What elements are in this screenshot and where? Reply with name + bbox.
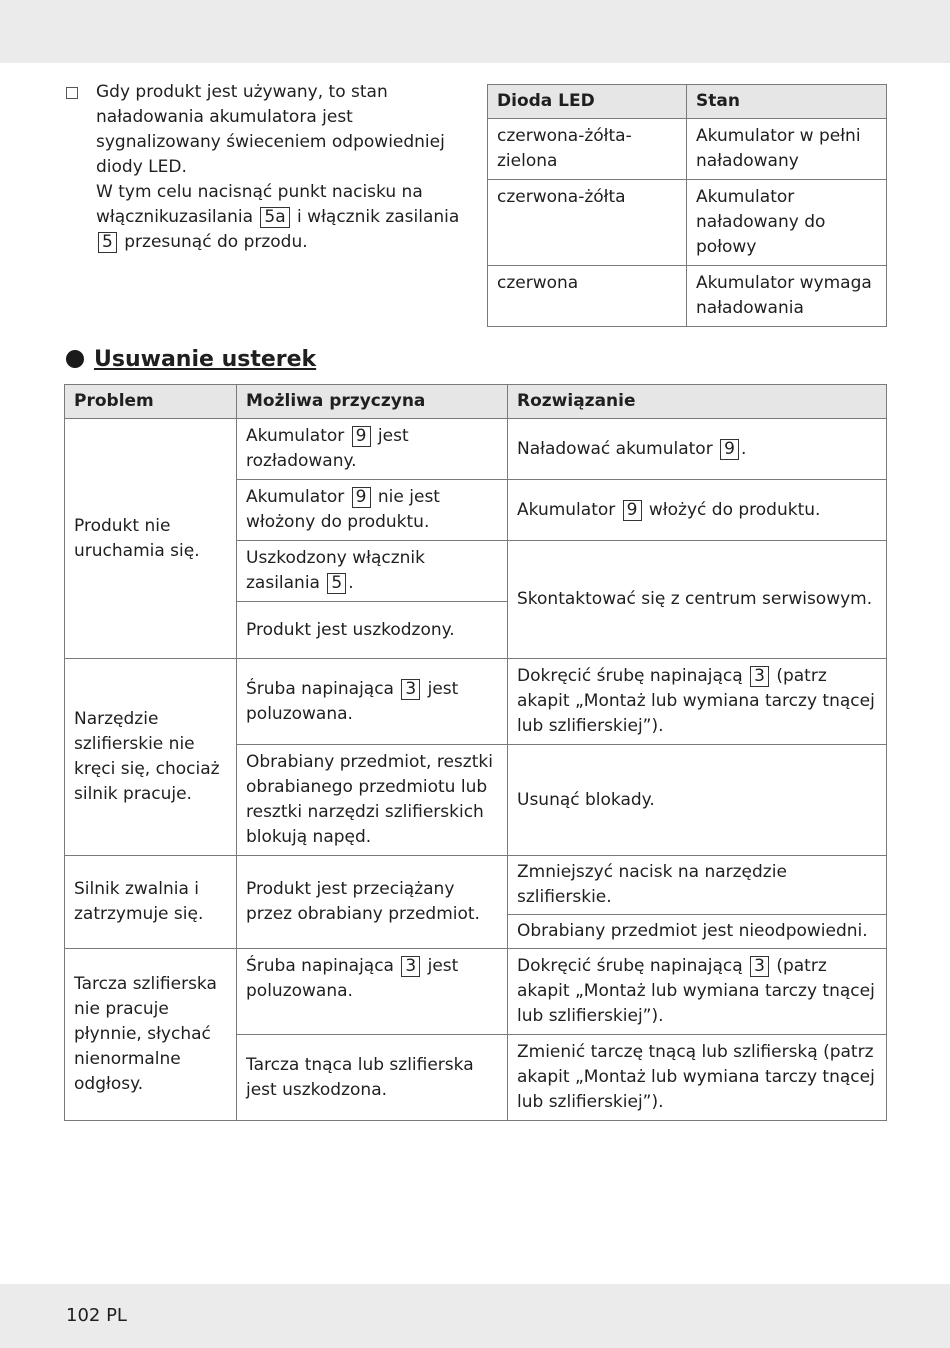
table-cell: Akumulator wymaga naładowania bbox=[687, 266, 887, 327]
checkbox-bullet-icon bbox=[66, 87, 78, 99]
solution-cell bbox=[508, 659, 887, 745]
section-heading bbox=[66, 345, 316, 375]
ref-number: 9 bbox=[623, 500, 642, 521]
solution-cell bbox=[508, 419, 887, 480]
intro-text bbox=[96, 80, 466, 255]
intro-paragraph bbox=[66, 80, 466, 255]
ref-number: 5a bbox=[260, 207, 289, 228]
table-row bbox=[488, 180, 887, 266]
column-header: Dioda LED bbox=[488, 85, 687, 119]
table-cell: Akumulator naładowany do połowy bbox=[687, 180, 887, 266]
cell-text: jest poluzowana. bbox=[246, 956, 459, 1001]
problem-cell: Narzędzie szlifierskie nie kręci się, chociaż silnik pracuje. bbox=[65, 659, 237, 856]
solution-cell: Obrabiany przedmiot jest nieodpowiedni. bbox=[508, 915, 887, 949]
ref-number: 3 bbox=[401, 956, 420, 977]
problem-cell: Silnik zwalnia i zatrzymuje się. bbox=[65, 856, 237, 949]
table-row bbox=[488, 266, 887, 327]
column-header: Stan bbox=[687, 85, 887, 119]
table-cell: czerwona-żółta bbox=[488, 180, 687, 266]
solution-cell: Zmienić tarczę tnącą lub szlifierską (patrz akapit „Montaż lub wymiana tarczy tnącej lub szlifierskiej”). bbox=[508, 1035, 887, 1121]
cell-text: nie jest włożony do produktu. bbox=[246, 487, 440, 532]
cause-cell bbox=[237, 949, 508, 1035]
header-band bbox=[0, 0, 950, 63]
cause-cell: Produkt jest przeciążany przez obrabiany przedmiot. bbox=[237, 856, 508, 949]
table-header-row bbox=[488, 85, 887, 119]
cause-cell bbox=[237, 419, 508, 480]
column-header: Problem bbox=[65, 385, 237, 419]
table-row bbox=[65, 949, 887, 1035]
bullet-dot-icon bbox=[66, 350, 84, 368]
cell-text: Dokręcić śrubę napinającą bbox=[517, 666, 743, 686]
cell-text: Dokręcić śrubę napinającą bbox=[517, 956, 743, 976]
cell-text: . bbox=[348, 573, 354, 593]
solution-cell: Zmniejszyć nacisk na narzędzie szlifierskie. bbox=[508, 856, 887, 915]
cell-text: Naładować akumulator bbox=[517, 438, 713, 459]
table-header-row bbox=[65, 385, 887, 419]
cell-text: Uszkodzony włącznik zasilania bbox=[246, 548, 425, 593]
cell-text: Akumulator bbox=[246, 426, 345, 446]
table-row bbox=[65, 856, 887, 915]
cell-text: (patrz akapit „Montaż lub wymiana tarczy tnącej lub szlifierskiej”). bbox=[517, 666, 875, 736]
cause-cell: Obrabiany przedmiot, resztki obrabianego przedmiotu lub resztki narzędzi szlifierskich blokują napęd. bbox=[237, 745, 508, 856]
solution-cell: Usunąć blokady. bbox=[508, 745, 887, 856]
intro-line2b: i włącznik zasilania bbox=[297, 207, 460, 227]
ref-number: 3 bbox=[750, 956, 769, 977]
solution-cell bbox=[508, 949, 887, 1035]
table-cell: Akumulator w pełni naładowany bbox=[687, 119, 887, 180]
footer-band bbox=[0, 1284, 950, 1348]
cause-cell: Produkt jest uszkodzony. bbox=[237, 602, 508, 659]
table-row bbox=[65, 419, 887, 480]
ref-number: 5 bbox=[327, 573, 346, 594]
problem-cell: Produkt nie uruchamia się. bbox=[65, 419, 237, 659]
cell-text: Akumulator bbox=[246, 487, 345, 507]
cause-cell bbox=[237, 480, 508, 541]
cause-cell: Tarcza tnąca lub szlifierska jest uszkodzona. bbox=[237, 1035, 508, 1121]
solution-cell bbox=[508, 480, 887, 541]
table-cell: czerwona-żółta-zielona bbox=[488, 119, 687, 180]
table-cell: czerwona bbox=[488, 266, 687, 327]
section-title: Usuwanie usterek bbox=[94, 347, 317, 372]
ref-number: 3 bbox=[750, 666, 769, 687]
solution-cell: Skontaktować się z centrum serwisowym. bbox=[508, 541, 887, 659]
intro-line2a: W tym celu nacisnąć punkt nacisku na włącznikuzasilania bbox=[96, 182, 423, 227]
ref-number: 9 bbox=[352, 487, 371, 508]
cause-cell bbox=[237, 659, 508, 745]
cell-text: . bbox=[740, 438, 747, 459]
intro-line1: Gdy produkt jest używany, to stan naładowania akumulatora jest sygnalizowany świeceniem odpowiedniej diody LED. bbox=[96, 82, 445, 177]
led-status-table bbox=[487, 84, 887, 327]
ref-number: 3 bbox=[401, 679, 420, 700]
troubleshooting-table bbox=[64, 384, 887, 1121]
ref-number: 9 bbox=[352, 426, 371, 447]
cell-text: jest rozładowany. bbox=[246, 426, 409, 471]
ref-number: 9 bbox=[720, 439, 739, 460]
cell-text: włożyć do produktu. bbox=[648, 499, 821, 520]
intro-line2c: przesunąć do przodu. bbox=[124, 232, 308, 252]
cell-text: Akumulator bbox=[517, 499, 616, 520]
table-row bbox=[65, 659, 887, 745]
cell-text: (patrz akapit „Montaż lub wymiana tarczy tnącej lub szlifierskiej”). bbox=[517, 956, 875, 1026]
column-header: Rozwiązanie bbox=[508, 385, 887, 419]
cause-cell bbox=[237, 541, 508, 602]
page-number: 102 PL bbox=[66, 1305, 127, 1326]
cell-text: jest poluzowana. bbox=[246, 678, 459, 724]
ref-number: 5 bbox=[98, 232, 117, 253]
table-row bbox=[488, 119, 887, 180]
cell-text: Śruba napinająca bbox=[246, 956, 394, 976]
cell-text: Śruba napinająca bbox=[246, 678, 394, 699]
problem-cell: Tarcza szlifierska nie pracuje płynnie, słychać nienormalne odgłosy. bbox=[65, 949, 237, 1121]
column-header: Możliwa przyczyna bbox=[237, 385, 508, 419]
